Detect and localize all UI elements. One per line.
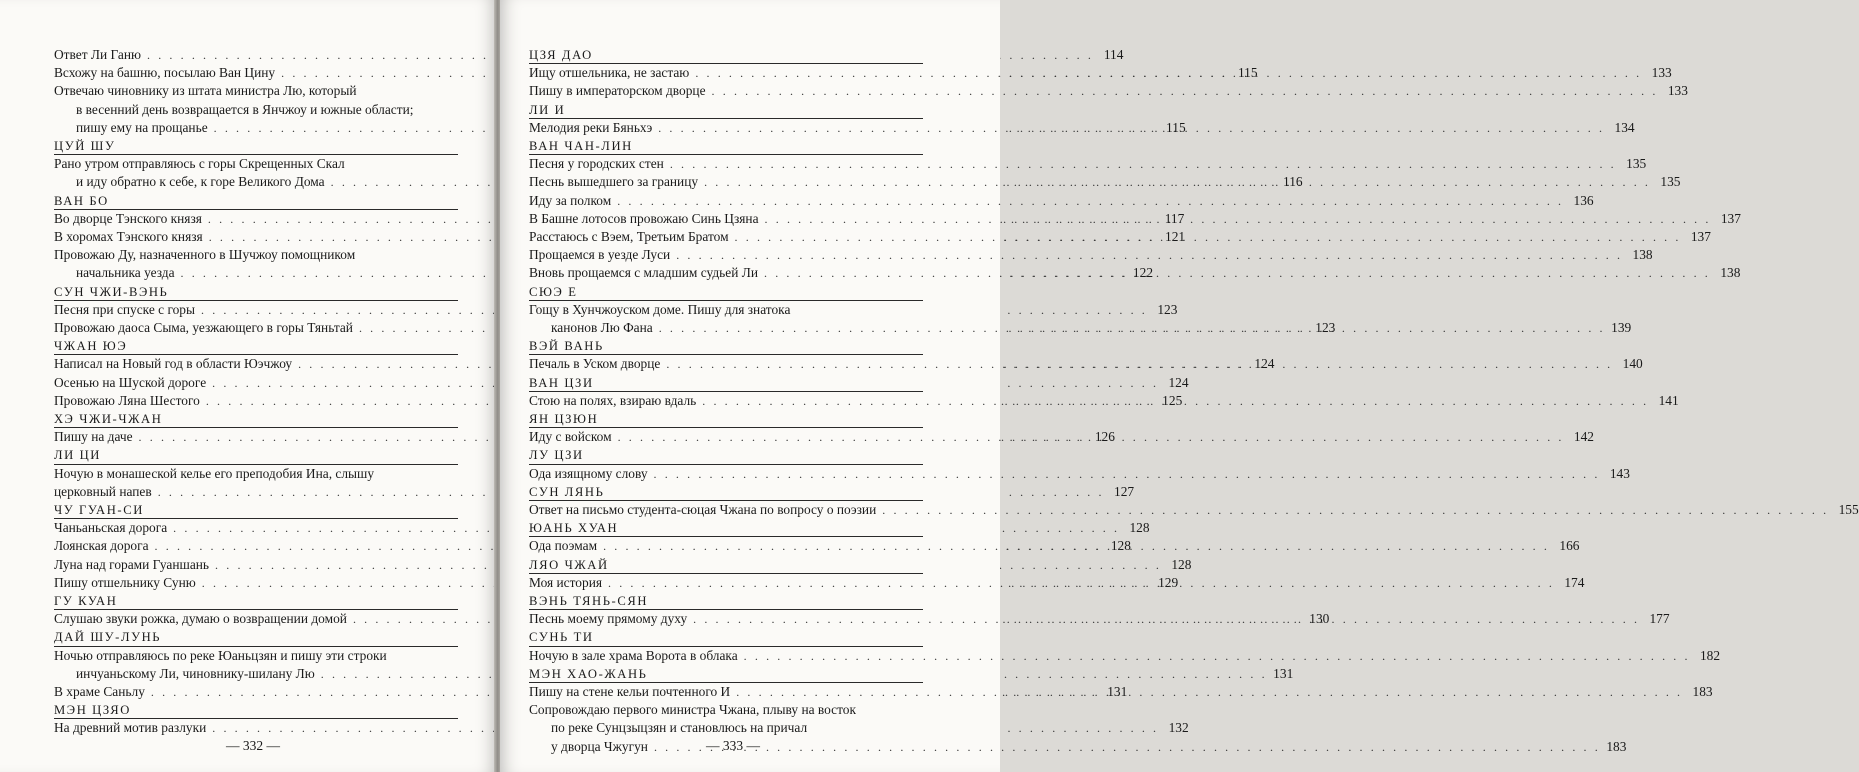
author-heading: ЛЯО ЧЖАЙ — [529, 557, 609, 572]
entry-title: На древний мотив разлуки — [54, 720, 207, 736]
entry-title: Моя история — [529, 574, 603, 590]
entry-page-number: 138 — [1720, 265, 1741, 281]
entry-title: начальника уезда — [76, 265, 175, 281]
entry-title: Ищу отшельника, не застаю — [529, 65, 690, 81]
dot-leader — [670, 155, 1616, 173]
entry-title: Иду за полком — [529, 192, 612, 208]
entry-title: Провожаю Ляна Шестого — [54, 392, 200, 408]
entry-title: Ночую в зале храма Ворота в облака — [529, 647, 738, 663]
entry-title: Слушаю звуки рожка, думаю о возвращении домой — [54, 611, 347, 627]
entry-page-number: 182 — [1699, 647, 1721, 663]
entry-page-number: 140 — [1622, 356, 1643, 372]
author-heading: СУН ЛЯНЬ — [529, 484, 605, 499]
entry-title: Ответ Ли Ганю — [54, 47, 142, 62]
page-number: — 332 — — [226, 738, 280, 753]
entry-page-number: 125 — [1162, 392, 1183, 408]
entry-page-number: 126 — [1094, 429, 1115, 445]
entry-page-number: 124 — [1168, 374, 1189, 390]
author-heading: ЛИ ЦИ — [54, 448, 101, 463]
entry-page-number: 141 — [1658, 392, 1679, 408]
dot-leader — [658, 119, 1604, 137]
entry-title: Провожаю даоса Сыма, уезжающего в горы Тяньтай — [54, 320, 353, 335]
entry-title: Пишу на стене кельи почтенного И — [529, 684, 731, 699]
dot-leader — [695, 64, 1641, 82]
dot-leader — [608, 574, 1554, 592]
dot-leader — [704, 173, 1650, 191]
entry-title: Песня у городских стен — [529, 156, 664, 172]
entry-page-number: 183 — [1692, 684, 1713, 699]
entry-page-number: 132 — [1168, 720, 1189, 736]
entry-title: Песнь моему прямому духу — [529, 611, 688, 627]
entry-page-number: 128 — [1171, 556, 1192, 572]
toc-entry-text: Провожаю Ду, назначенного в Шучжоу помощником — [54, 247, 356, 263]
entry-page-number: 123 — [1157, 301, 1178, 317]
dot-leader — [764, 264, 1710, 282]
dot-leader — [693, 610, 1639, 628]
author-heading: ЦЗЯ ДАО — [529, 48, 593, 62]
toc-entry — [529, 192, 1594, 210]
toc-entry-text: Сопровождаю первого министра Чжана, плыву на восток — [529, 702, 856, 718]
dot-leader — [736, 683, 1682, 701]
dot-leader — [744, 647, 1690, 665]
toc-entry — [529, 246, 1653, 264]
entry-page-number: 127 — [1114, 483, 1135, 499]
entry-page-number: 128 — [1129, 520, 1150, 536]
entry-page-number: 183 — [1606, 738, 1627, 754]
dot-leader — [617, 192, 1563, 210]
author-heading: ЯН ЦЗЮН — [529, 412, 599, 426]
entry-page-number: 133 — [1667, 83, 1688, 99]
author-heading: ЧЖАН ЮЭ — [54, 339, 128, 354]
entry-title: церковный напев — [54, 483, 152, 499]
toc-entry — [529, 647, 1721, 665]
entry-page-number: 129 — [1158, 574, 1179, 590]
entry-title: пишу ему на прощанье — [76, 119, 208, 135]
author-heading: ВЭЙ ВАНЬ — [529, 339, 604, 354]
entry-page-number: 115 — [1237, 65, 1258, 81]
dot-leader — [666, 355, 1612, 373]
entry-page-number: 174 — [1564, 574, 1585, 590]
entry-page-number: 135 — [1626, 156, 1647, 172]
entry-page-number: 122 — [1132, 265, 1154, 281]
entry-page-number: 155 — [1838, 502, 1859, 517]
author-heading: ЛУ ЦЗИ — [529, 448, 584, 463]
dot-leader — [702, 392, 1648, 410]
toc-entry-text: Ночью отправляюсь по реке Юаньцзян и пишу эти строки — [54, 647, 387, 663]
toc-entry — [529, 82, 1688, 100]
entry-title: Чаньаньская дорога — [54, 520, 168, 536]
entry-page-number: 114 — [1103, 47, 1124, 62]
entry-title: Песня при спуске с горы — [54, 301, 195, 317]
entry-page-number: 131 — [1273, 665, 1294, 681]
entry-page-number: 143 — [1609, 465, 1630, 481]
dot-leader — [712, 82, 1658, 100]
author-heading: ВАН ЧАН-ЛИН — [529, 139, 633, 153]
toc-entry — [529, 501, 1859, 519]
entry-title: и иду обратно к себе, к горе Великого Дома — [76, 174, 325, 190]
entry-title: Иду с войском — [529, 429, 612, 445]
toc-entry — [529, 155, 1647, 173]
entry-page-number: 121 — [1165, 229, 1186, 244]
toc-entry-text: Отвечаю чиновнику из штата министра Лю, который — [54, 83, 357, 99]
entry-title: Пишу в императорском дворце — [529, 83, 706, 99]
author-heading: ГУ КУАН — [54, 594, 118, 608]
entry-page-number: 166 — [1559, 538, 1580, 554]
entry-title: Ответ на письмо студента-сюцая Чжана по вопросу о поэзии — [529, 502, 877, 517]
author-heading: ЦУЙ ШУ — [54, 139, 116, 153]
entry-title: канонов Лю Фана — [551, 320, 653, 335]
author-heading: ЧУ ГУАН-СИ — [54, 503, 144, 517]
author-heading: ДАЙ ШУ-ЛУНЬ — [54, 630, 162, 645]
entry-page-number: 123 — [1315, 320, 1336, 335]
dot-leader — [618, 428, 1564, 446]
entry-page-number: 124 — [1254, 356, 1275, 372]
entry-title: В хоромах Тэнского князя — [54, 229, 203, 244]
entry-title: Пишу на даче — [54, 429, 133, 445]
entry-title: Песнь вышедшего за границу — [529, 174, 699, 190]
dot-leader — [654, 740, 1600, 754]
author-heading: МЭН ХАО-ЖАНЬ — [529, 666, 648, 681]
entry-title: у дворца Чжугун — [551, 738, 648, 754]
entry-title: Вновь прощаемся с младшим судьей Ли — [529, 265, 758, 281]
entry-title: Лоянская дорога — [54, 538, 149, 554]
entry-title: Печаль в Уском дворце — [529, 356, 661, 372]
dot-leader — [765, 210, 1711, 228]
entry-title: Ода поэмам — [529, 538, 598, 554]
dot-leader — [603, 537, 1549, 555]
entry-page-number: 142 — [1573, 429, 1594, 445]
toc-entry-text: Гощу в Хунчжоуском доме. Пишу для знатока — [529, 301, 791, 317]
entry-page-number: 137 — [1690, 229, 1711, 244]
author-heading: МЭН ЦЗЯО — [54, 703, 131, 718]
author-heading: ЮАНЬ ХУАН — [529, 521, 619, 536]
entry-page-number: 177 — [1649, 611, 1670, 627]
dot-leader — [659, 321, 1605, 335]
entry-title: Во дворце Тэнского князя — [54, 210, 202, 226]
entry-title: Написал на Новый год в области Юэчжоу — [54, 356, 293, 372]
dot-leader — [676, 246, 1622, 264]
entry-title: Луна над горами Гуаншань — [54, 556, 210, 572]
entry-page-number: 130 — [1309, 611, 1330, 627]
author-heading: СЮЭ Е — [529, 284, 578, 299]
author-heading: ВАН ЦЗИ — [529, 375, 594, 390]
entry-page-number: 134 — [1614, 119, 1635, 135]
dot-leader — [882, 501, 1828, 519]
author-heading: ВАН БО — [54, 193, 109, 208]
entry-title: В храме Саньлу — [54, 684, 145, 699]
author-heading: ВЭНЬ ТЯНЬ-СЯН — [529, 594, 649, 608]
entry-title: Ода изящному слову — [529, 465, 648, 481]
toc-entry-text: Рано утром отправляюсь с горы Скрещенных Скал — [54, 156, 345, 172]
entry-page-number: 136 — [1573, 192, 1594, 208]
entry-page-number: 135 — [1660, 174, 1681, 190]
entry-title: В Башне лотосов провожаю Синь Цзяна — [529, 210, 759, 226]
author-heading: СУНЬ ТИ — [529, 630, 594, 645]
toc-entry-text: по реке Сунцзыцзян и становлюсь на причал — [551, 720, 808, 736]
toc-entry — [529, 465, 1630, 483]
entry-page-number: 115 — [1166, 119, 1186, 135]
entry-title: Стою на полях, взираю вдаль — [529, 392, 697, 408]
entry-title: Пишу отшельнику Суню — [54, 574, 196, 590]
entry-page-number: 139 — [1611, 320, 1632, 335]
dot-leader — [735, 228, 1681, 246]
entry-page-number: 117 — [1164, 210, 1185, 226]
entry-page-number: 138 — [1632, 247, 1653, 263]
entry-page-number: 131 — [1107, 684, 1128, 699]
entry-title: Прощаемся в уезде Луси — [529, 247, 671, 263]
entry-title: Расстаюсь с Вэем, Третьим Братом — [529, 229, 729, 244]
entry-page-number: 133 — [1651, 65, 1672, 81]
entry-page-number: 116 — [1283, 174, 1303, 190]
entry-title: Осенью на Шуской дороге — [54, 374, 207, 390]
entry-title: Мелодия реки Бяньхэ — [529, 119, 653, 135]
dot-leader — [654, 465, 1600, 483]
author-heading: ЛИ И — [529, 102, 566, 117]
entry-title: инчуаньскому Ли, чиновнику-шилану Лю — [76, 665, 315, 681]
toc-entry-text: Ночую в монашеской келье его преподобия Ина, слышу — [54, 465, 375, 481]
entry-title: Всхожу на башню, посылаю Ван Цину — [54, 65, 276, 81]
page-number: — 333 — — [706, 738, 760, 753]
entry-page-number: 137 — [1720, 210, 1741, 226]
author-heading: ХЭ ЧЖИ-ЧЖАН — [54, 412, 163, 426]
entry-page-number: 128 — [1110, 538, 1131, 554]
toc-entry-text: в весенний день возвращается в Янчжоу и южные области; — [76, 101, 414, 117]
author-heading: СУН ЧЖИ-ВЭНЬ — [54, 284, 169, 299]
